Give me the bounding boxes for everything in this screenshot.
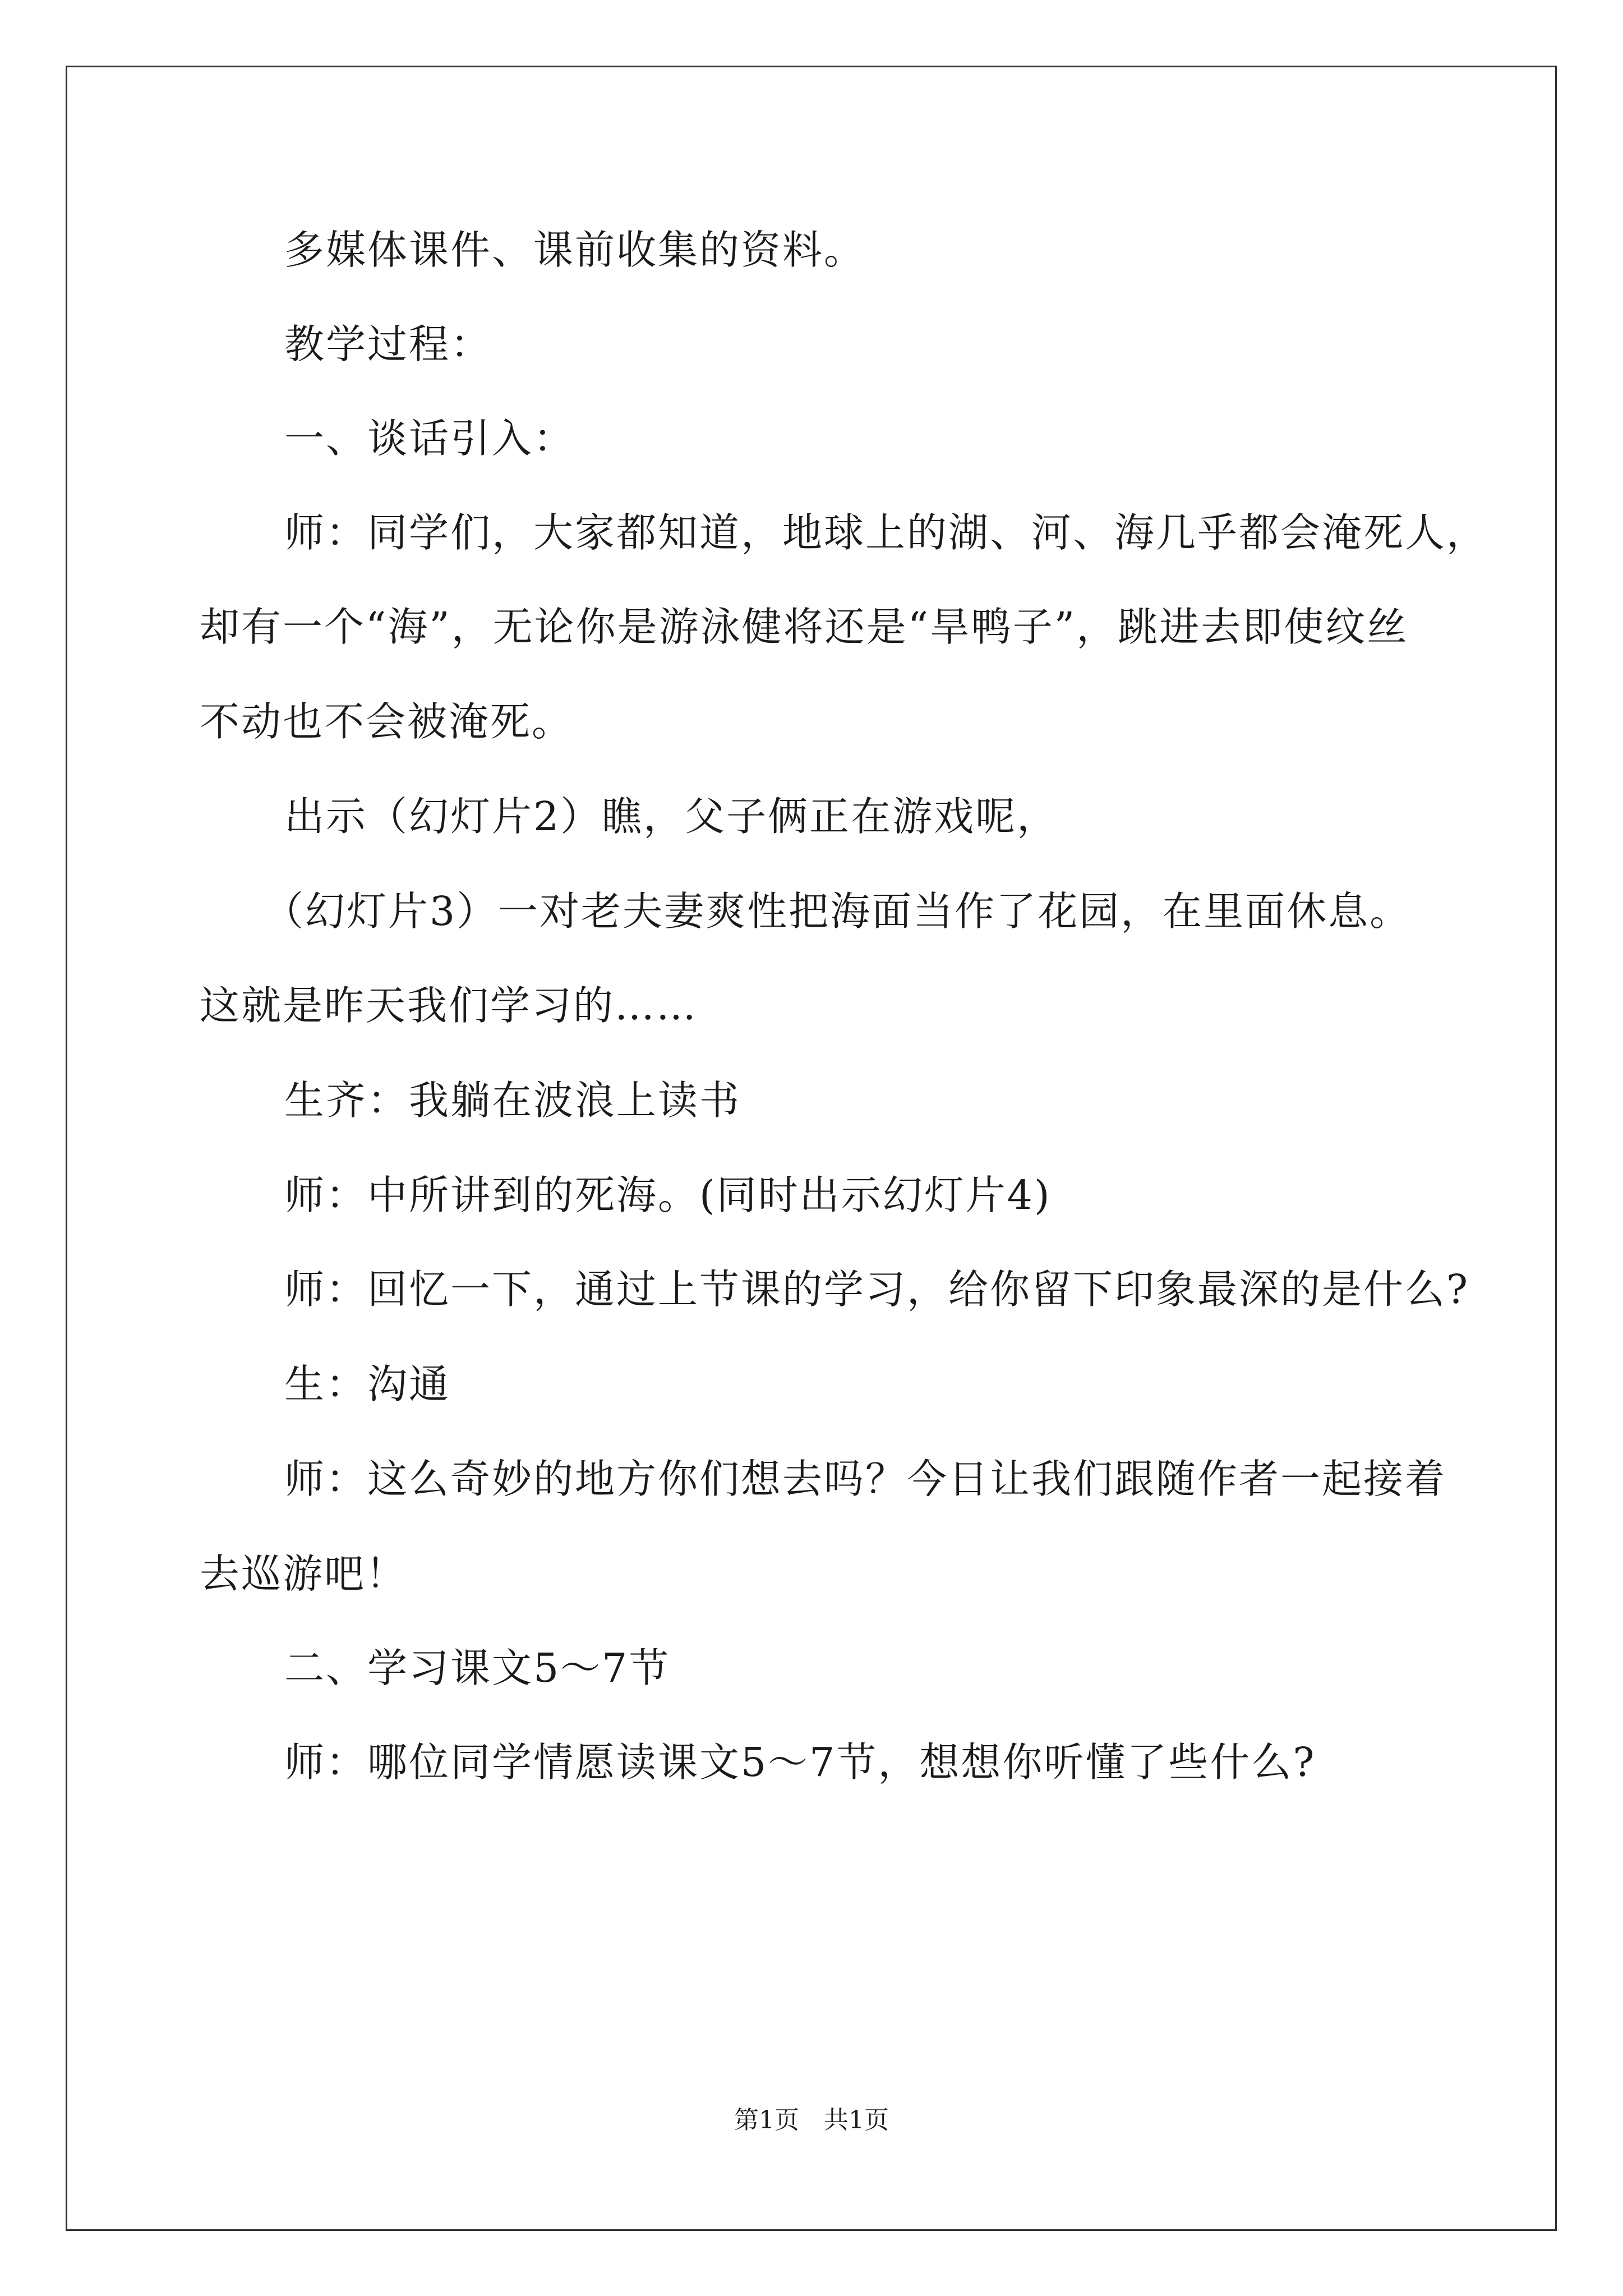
text-line: 师：这么奇妙的地方你们想去吗？今日让我们跟随作者一起接着 [284,1456,1447,1502]
text-line: 教学过程： [284,321,492,367]
text-line: （幻灯片3）一对老夫妻爽性把海面当作了花园，在里面休息。 [264,888,1412,935]
section-heading: 二、学习课文5～7节 [284,1645,671,1691]
text-line: 师：回忆一下，通过上节课的学习，给你留下印象最深的是什么? [284,1266,1470,1313]
text-line: 却有一个“海”，无论你是游泳健将还是“旱鸭子”，跳进去即使纹丝 [200,604,1409,650]
text-line: 去巡游吧！ [200,1550,408,1597]
text-line: 师：同学们，大家都知道，地球上的湖、河、海几乎都会淹死人， [284,509,1488,556]
page-footer: 第1页 共1页 [734,2106,889,2134]
section-heading: 一、谈话引入： [284,415,575,462]
text-line: 师：中所讲到的死海。(同时出示幻灯片4) [284,1172,1052,1218]
text-line: 这就是昨天我们学习的…… [200,982,698,1029]
text-line: 生齐：我躺在波浪上读书 [284,1077,741,1124]
text-line: 不动也不会被淹死。 [200,698,574,745]
text-line: 生：沟通 [284,1361,451,1407]
page-border [66,66,1557,2231]
text-line: 多媒体课件、课前收集的资料。 [284,227,866,273]
text-line: 出示（幻灯片2）瞧，父子俩正在游戏呢， [284,793,1059,840]
text-line: 师：哪位同学情愿读课文5～7节，想想你听懂了些什么? [284,1739,1316,1786]
